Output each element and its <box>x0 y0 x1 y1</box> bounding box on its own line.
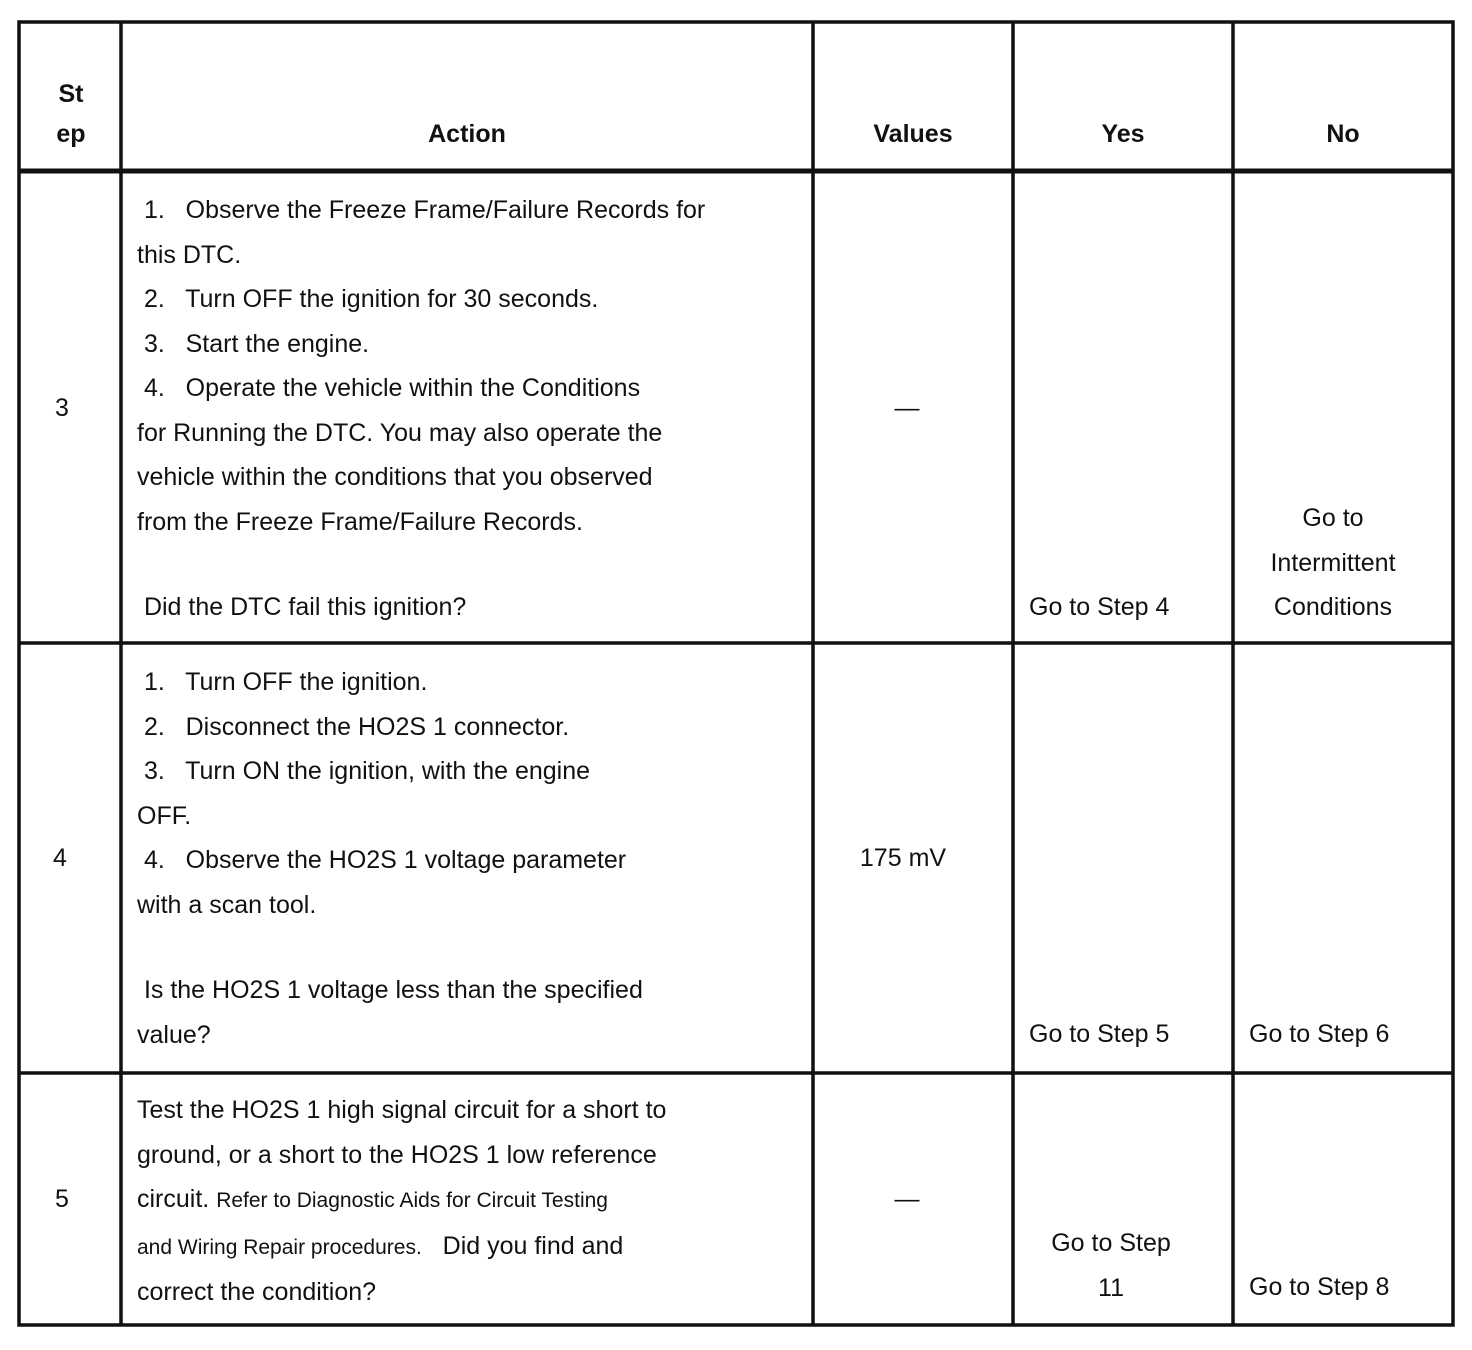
action-line-part: circuit. <box>137 1185 217 1213</box>
action-text <box>137 1088 807 1315</box>
value-text: — <box>894 1185 920 1213</box>
header-no: No <box>1326 120 1360 148</box>
question-line: value? <box>137 1020 211 1049</box>
yes-text: Go to Step 4 <box>1029 593 1170 621</box>
action-line: Test the HO2S 1 high signal circuit for a short to <box>137 1096 667 1124</box>
action-line: OFF. <box>137 801 192 830</box>
action-line: ground, or a short to the HO2S 1 low reference <box>137 1140 657 1169</box>
value-text: — <box>894 394 920 422</box>
action-line-part: and Wiring Repair procedures. <box>137 1235 422 1259</box>
action-line: correct the condition? <box>137 1278 377 1306</box>
action-question: Did the DTC fail this ignition? <box>137 593 467 621</box>
no-text <box>1233 496 1433 630</box>
no-line: Conditions <box>1273 593 1393 621</box>
header-step <box>21 74 121 154</box>
action-line <box>137 1224 807 1271</box>
action-line: from the Freeze Frame/Failure Records. <box>137 507 583 536</box>
action-line: 1. Observe the Freeze Frame/Failure Records for <box>137 196 706 224</box>
no-text: Go to Step 6 <box>1249 1020 1390 1048</box>
header-action: Action <box>428 120 506 148</box>
action-line: 3. Start the engine. <box>137 329 370 358</box>
step-number: 4 <box>53 844 67 872</box>
header-step-line: St <box>58 80 84 108</box>
action-question <box>137 968 807 1057</box>
action-text <box>137 660 807 927</box>
action-line: 2. Disconnect the HO2S 1 connector. <box>137 712 570 741</box>
action-line-part: Did you find and <box>421 1231 624 1260</box>
action-line: 3. Turn ON the ignition, with the engine <box>137 757 591 785</box>
no-line: Go to <box>1302 504 1364 532</box>
action-line: 4. Operate the vehicle within the Conditions <box>137 374 641 402</box>
yes-line: Go to Step <box>1051 1229 1171 1257</box>
action-line: for Running the DTC. You may also operate the <box>137 418 663 447</box>
step-number: 3 <box>55 394 69 422</box>
header-yes: Yes <box>1101 120 1145 148</box>
yes-text <box>1013 1221 1209 1310</box>
action-line: with a scan tool. <box>137 890 317 919</box>
yes-line: 11 <box>1098 1273 1124 1302</box>
value-text: 175 mV <box>859 844 947 872</box>
action-line: 1. Turn OFF the ignition. <box>137 668 428 696</box>
question-line: Is the HO2S 1 voltage less than the specified <box>137 976 643 1004</box>
yes-text: Go to Step 5 <box>1029 1020 1170 1048</box>
action-line: 4. Observe the HO2S 1 voltage parameter <box>137 846 627 874</box>
header-values: Values <box>873 120 953 148</box>
no-text: Go to Step 8 <box>1249 1273 1390 1301</box>
action-text <box>137 188 807 544</box>
action-line <box>137 1177 807 1224</box>
action-line: vehicle within the conditions that you observed <box>137 463 653 491</box>
header-step-line: ep <box>56 120 86 148</box>
action-line-part: Refer to Diagnostic Aids for Circuit Testing <box>216 1189 608 1212</box>
action-line: this DTC. <box>137 240 242 269</box>
action-line: 2. Turn OFF the ignition for 30 seconds. <box>137 285 599 313</box>
no-line: Intermittent <box>1270 548 1396 577</box>
step-number: 5 <box>55 1185 69 1213</box>
